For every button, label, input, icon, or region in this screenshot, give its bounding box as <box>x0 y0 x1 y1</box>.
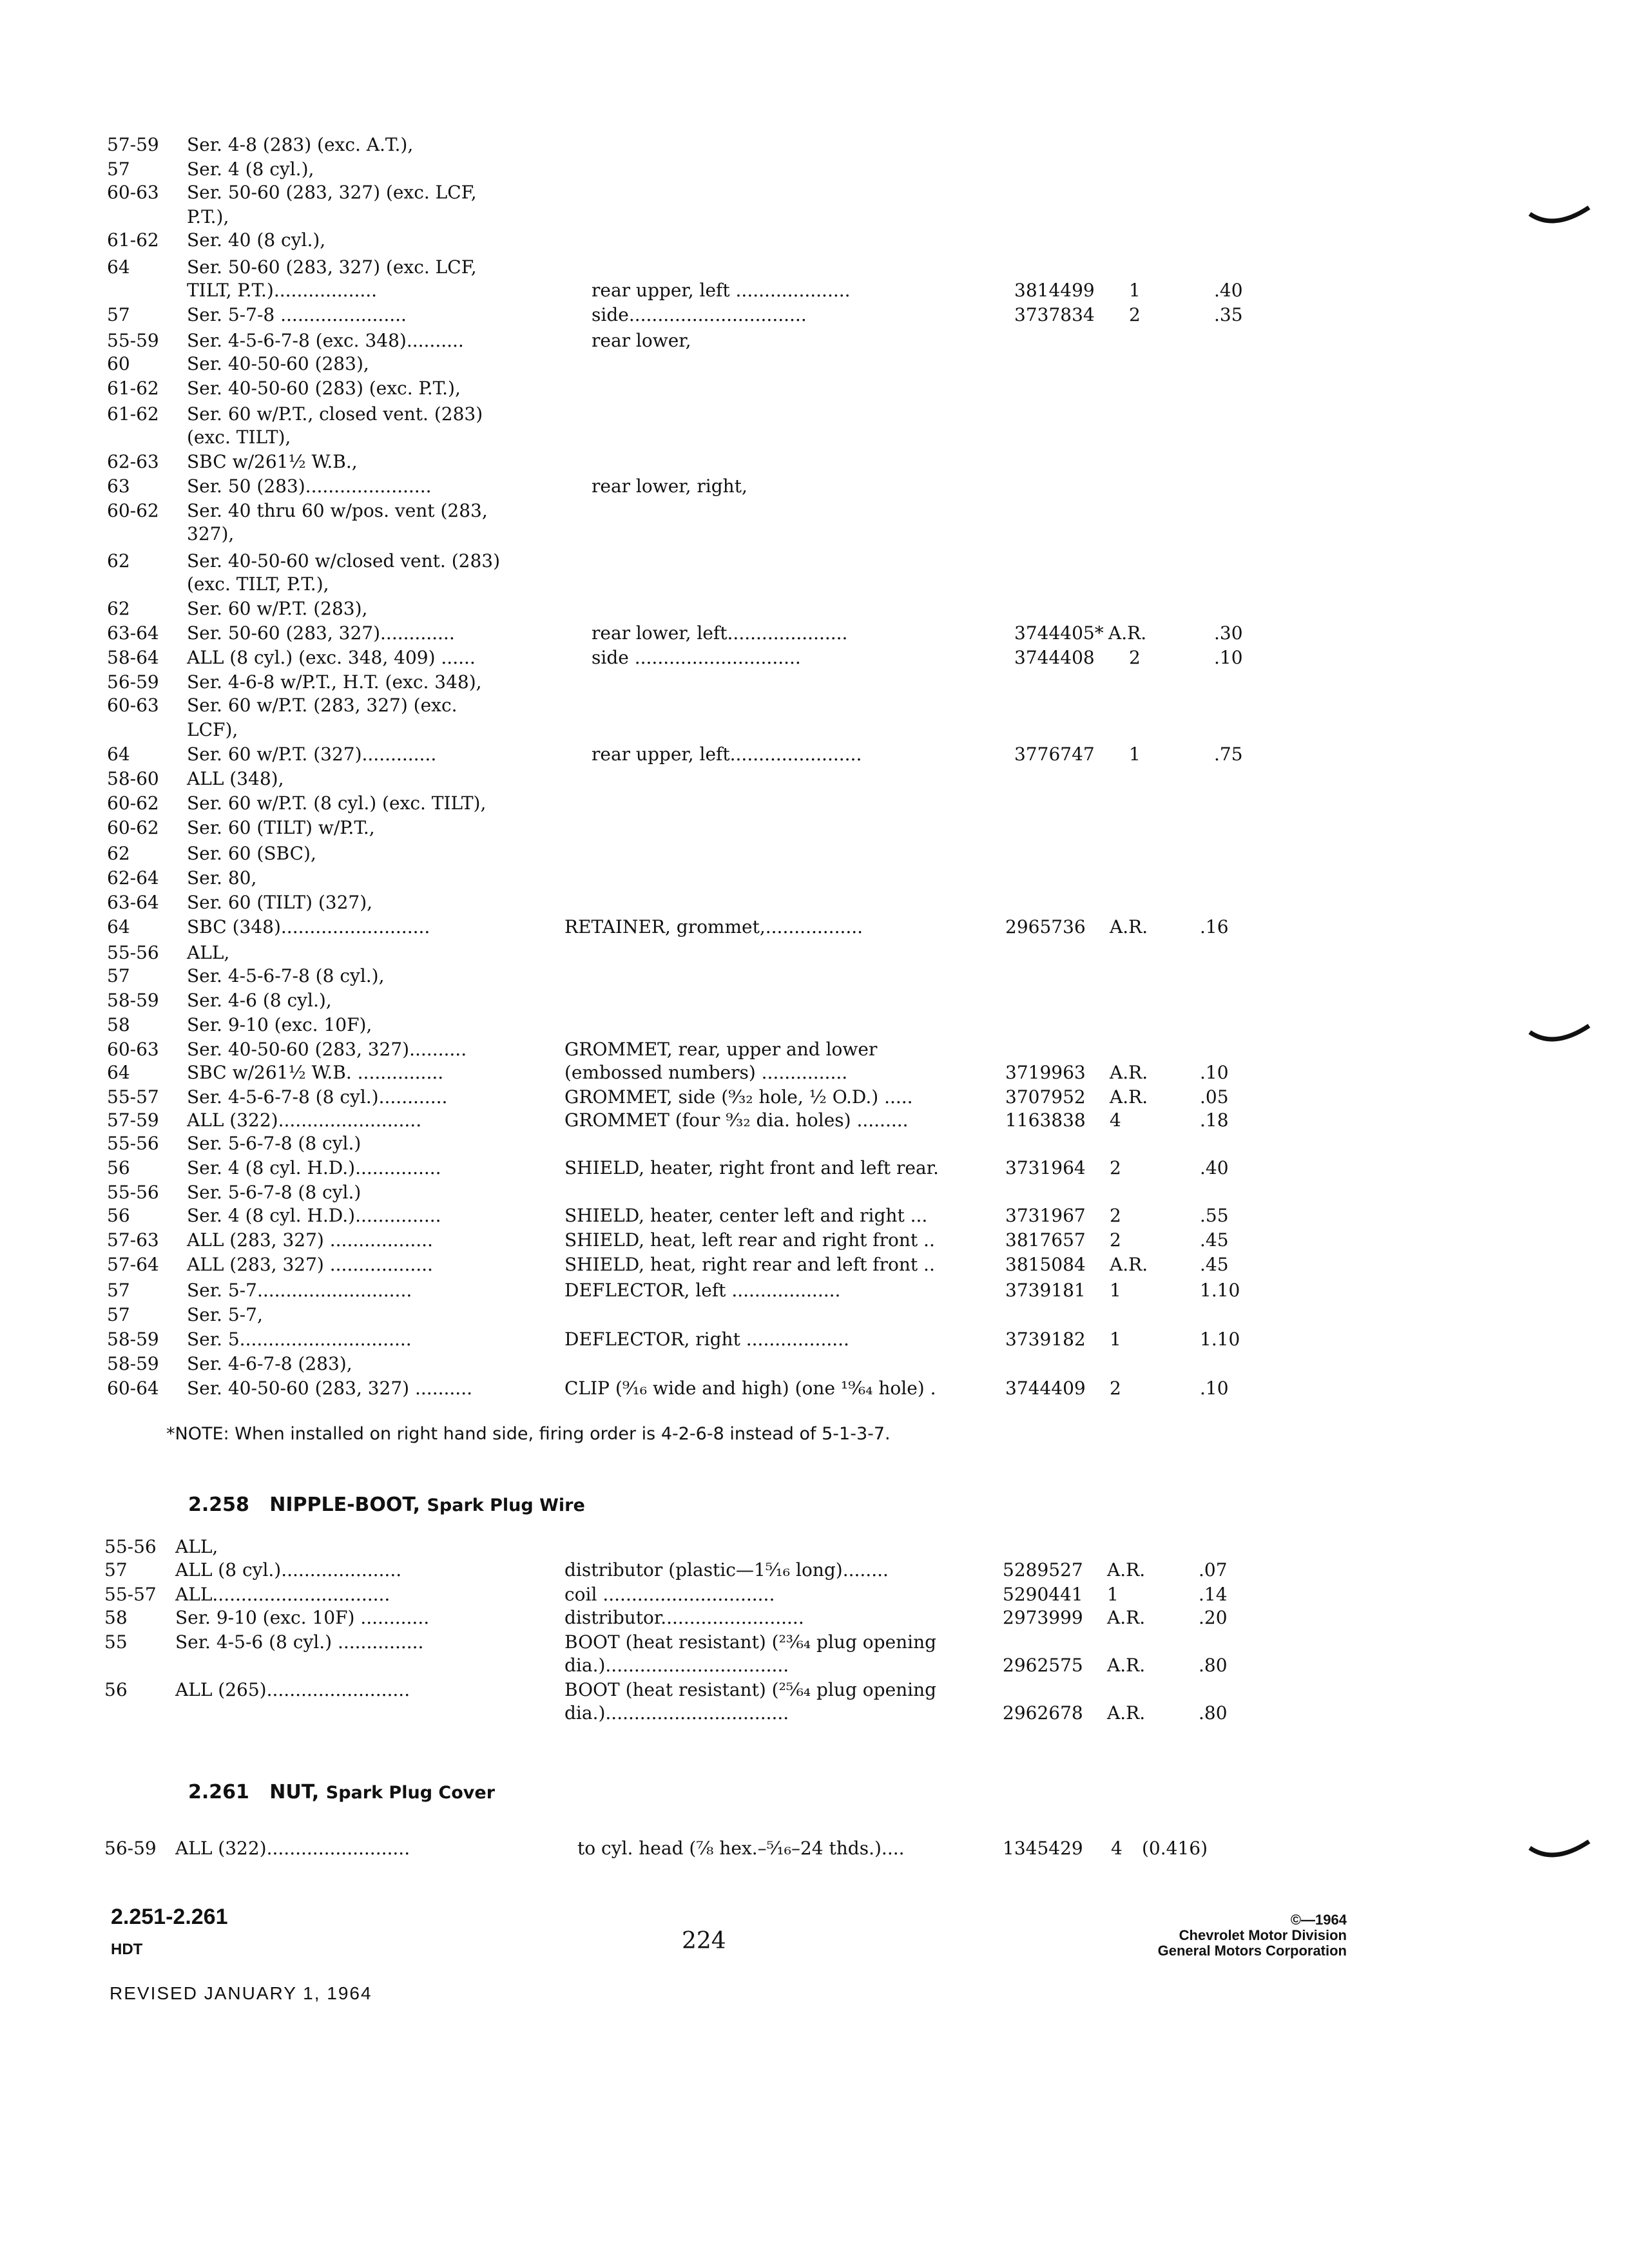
table-row <box>0 205 1629 229</box>
table-row <box>0 1376 1629 1401</box>
application-cell: Ser. 4-5-6-7-8 (8 cyl.), <box>187 965 385 986</box>
application-cell: ALL (8 cyl.) (exc. 348, 409) ...... <box>187 647 476 668</box>
description-cell: side ............................. <box>592 647 801 668</box>
quantity-cell: 1 <box>1129 280 1141 301</box>
part-number-cell: 3814499 <box>1014 280 1095 301</box>
part-number-cell: 2973999 <box>1003 1607 1083 1628</box>
price-cell: .40 <box>1214 280 1243 301</box>
application-cell: Ser. 50-60 (283, 327)............. <box>187 622 455 644</box>
division-name: Chevrolet Motor Division <box>1179 1927 1347 1943</box>
part-number-cell: 3744408 <box>1014 647 1095 668</box>
table-row <box>0 915 1629 939</box>
section-number: 2.261 <box>188 1781 249 1803</box>
application-cell: Ser. 50-60 (283, 327) (exc. LCF, <box>187 182 477 203</box>
table-row <box>0 303 1629 327</box>
table-row <box>0 964 1629 988</box>
year-cell: 56-59 <box>104 1838 157 1859</box>
quantity-cell: 2 <box>1110 1378 1121 1399</box>
description-cell: rear lower, <box>592 330 691 351</box>
year-cell: 56 <box>107 1205 130 1226</box>
part-number-cell: 1163838 <box>1005 1110 1086 1131</box>
section-heading-2-261 <box>188 1781 495 1803</box>
table-row <box>0 621 1629 646</box>
year-cell: 62-64 <box>107 867 159 889</box>
price-cell: 1.10 <box>1200 1280 1240 1301</box>
section-subtitle: Spark Plug Wire <box>427 1495 585 1515</box>
price-cell: .80 <box>1199 1702 1228 1724</box>
application-cell: ALL (265)......................... <box>175 1679 410 1700</box>
year-cell: 56-59 <box>107 671 159 693</box>
table-row <box>0 1558 1629 1582</box>
price-cell: .14 <box>1199 1584 1228 1605</box>
quantity-cell: A.R. <box>1107 1559 1146 1581</box>
year-cell: 63 <box>107 476 130 497</box>
application-cell: SBC w/261½ W.B., <box>187 451 358 472</box>
table-row <box>0 1678 1629 1702</box>
price-cell: .10 <box>1200 1062 1229 1083</box>
year-cell: 61-62 <box>107 229 159 251</box>
table-row <box>0 1108 1629 1133</box>
description-cell: dia.)................................ <box>564 1655 789 1676</box>
part-number-cell: 3719963 <box>1005 1062 1086 1083</box>
table-row <box>0 1535 1629 1559</box>
application-cell: Ser. 4-5-6 (8 cyl.) ............... <box>175 1631 424 1653</box>
year-cell: 57 <box>107 965 130 986</box>
part-number-cell: 2965736 <box>1005 916 1086 937</box>
table-row <box>0 670 1629 695</box>
publisher-block <box>1158 1912 1347 1959</box>
year-cell: 57-64 <box>107 1254 159 1275</box>
year-cell: 55 <box>104 1631 128 1653</box>
application-cell: ALL (348), <box>187 768 284 789</box>
quantity-cell: 4 <box>1111 1838 1123 1859</box>
section-title: NUT, <box>269 1781 320 1803</box>
table-row <box>0 133 1629 157</box>
application-cell: Ser. 9-10 (exc. 10F) ............ <box>175 1607 430 1628</box>
application-cell: Ser. 5-7, <box>187 1304 263 1325</box>
application-cell: Ser. 4-8 (283) (exc. A.T.), <box>187 134 414 155</box>
year-cell: 64 <box>107 916 130 937</box>
quantity-cell: A.R. <box>1107 1607 1146 1628</box>
application-cell: SBC w/261½ W.B. ............... <box>187 1062 444 1083</box>
price-cell: .10 <box>1200 1378 1229 1399</box>
table-row <box>0 1204 1629 1228</box>
application-cell: (exc. TILT), <box>187 427 291 448</box>
price-cell: .80 <box>1199 1655 1228 1676</box>
table-row <box>0 1653 1629 1678</box>
application-cell: Ser. 40-50-60 (283) (exc. P.T.), <box>187 378 461 399</box>
quantity-cell: 1 <box>1110 1280 1121 1301</box>
quantity-cell: 1 <box>1129 744 1141 765</box>
description-cell: DEFLECTOR, left ................... <box>564 1280 841 1301</box>
description-cell: GROMMET, side (⁹⁄₃₂ hole, ½ O.D.) ..... <box>564 1086 913 1108</box>
year-cell: 57-59 <box>107 134 159 155</box>
application-cell: ALL............................... <box>175 1584 390 1605</box>
year-cell: 60-62 <box>107 793 159 814</box>
table-row <box>0 1131 1629 1156</box>
year-cell: 57 <box>104 1559 128 1581</box>
year-cell: 58 <box>107 1014 130 1035</box>
year-cell: 55-57 <box>104 1584 157 1605</box>
part-number-cell: 5289527 <box>1003 1559 1083 1581</box>
year-cell: 58-60 <box>107 768 159 789</box>
year-cell: 62-63 <box>107 451 159 472</box>
table-row <box>0 329 1629 353</box>
table-row <box>0 450 1629 474</box>
table-row <box>0 522 1629 546</box>
application-cell: Ser. 60 w/P.T. (283, 327) (exc. <box>187 695 458 716</box>
year-cell: 60-62 <box>107 817 159 838</box>
price-cell: .40 <box>1200 1157 1229 1178</box>
part-number-cell: 3737834 <box>1014 304 1095 325</box>
year-cell: 58-59 <box>107 990 159 1011</box>
table-row <box>0 1037 1629 1062</box>
year-cell: 55-56 <box>104 1536 157 1557</box>
description-cell: dia.)................................ <box>564 1702 789 1724</box>
year-cell: 60-64 <box>107 1378 159 1399</box>
description-cell: SHIELD, heater, right front and left rear. <box>564 1157 939 1178</box>
table-row <box>0 718 1629 742</box>
year-cell: 57 <box>107 1280 130 1301</box>
quantity-cell: A.R. <box>1110 916 1148 937</box>
price-cell: .10 <box>1214 647 1243 668</box>
binder-mark-icon <box>1528 205 1590 231</box>
year-cell: 62 <box>107 843 130 864</box>
application-cell: Ser. 50 (283)...................... <box>187 476 432 497</box>
table-row <box>0 402 1629 427</box>
description-cell: GROMMET (four ⁹⁄₃₂ dia. holes) ......... <box>564 1110 909 1131</box>
year-cell: 62 <box>107 598 130 619</box>
year-cell: 58 <box>104 1607 128 1628</box>
year-cell: 63-64 <box>107 892 159 913</box>
application-cell: Ser. 60 (TILT) (327), <box>187 892 373 913</box>
year-cell: 64 <box>107 1062 130 1083</box>
application-cell: ALL (322)......................... <box>175 1838 410 1859</box>
quantity-cell: 1 <box>1107 1584 1119 1605</box>
table-row <box>0 1701 1629 1725</box>
application-cell: Ser. 4 (8 cyl. H.D.)............... <box>187 1157 441 1178</box>
table-row <box>0 1582 1629 1607</box>
application-cell: Ser. 4-6-8 w/P.T., H.T. (exc. 348), <box>187 671 482 693</box>
application-cell: ALL (283, 327) .................. <box>187 1229 433 1251</box>
table-row <box>0 890 1629 915</box>
year-cell: 60-62 <box>107 500 159 521</box>
quantity-cell: 4 <box>1110 1110 1121 1131</box>
year-cell: 63-64 <box>107 622 159 644</box>
table-row <box>0 1327 1629 1352</box>
year-cell: 62 <box>107 550 130 572</box>
description-cell: distributor......................... <box>564 1607 804 1628</box>
table-row <box>0 157 1629 182</box>
price-cell: .20 <box>1199 1607 1228 1628</box>
description-cell: SHIELD, heater, center left and right ... <box>564 1205 928 1226</box>
table-row <box>0 352 1629 376</box>
application-cell: Ser. 60 w/P.T., closed vent. (283) <box>187 403 483 425</box>
application-cell: Ser. 4 (8 cyl.), <box>187 159 314 180</box>
price-cell: .18 <box>1200 1110 1229 1131</box>
table-row <box>0 1352 1629 1376</box>
year-cell: 55-56 <box>107 942 159 963</box>
year-cell: 57 <box>107 1304 130 1325</box>
part-number-cell: 1345429 <box>1003 1838 1083 1859</box>
application-cell: Ser. 60 w/P.T. (283), <box>187 598 368 619</box>
part-number-cell: 2962678 <box>1003 1702 1083 1724</box>
part-number-cell: 3731964 <box>1005 1157 1086 1178</box>
application-cell: ALL (322)......................... <box>187 1110 422 1131</box>
application-cell: Ser. 60 (TILT) w/P.T., <box>187 817 375 838</box>
table-row <box>0 767 1629 791</box>
application-cell: ALL (8 cyl.)..................... <box>175 1559 402 1581</box>
quantity-cell: 1 <box>1110 1329 1121 1350</box>
quantity-cell: 2 <box>1110 1229 1121 1251</box>
section-number: 2.258 <box>188 1494 249 1516</box>
price-cell: (0.416) <box>1142 1838 1208 1859</box>
description-cell: SHIELD, heat, right rear and left front .. <box>564 1254 935 1275</box>
table-row <box>0 572 1629 597</box>
application-cell: Ser. 4 (8 cyl. H.D.)............... <box>187 1205 441 1226</box>
table-row <box>0 1606 1629 1630</box>
application-cell: (exc. TILT, P.T.), <box>187 573 329 595</box>
year-cell: 57 <box>107 159 130 180</box>
quantity-cell: A.R. <box>1107 1702 1146 1724</box>
copyright: ©—1964 <box>1290 1912 1347 1928</box>
year-cell: 60 <box>107 353 130 374</box>
description-cell: rear upper, left .................... <box>592 280 851 301</box>
quantity-cell: 2 <box>1129 647 1141 668</box>
application-cell: Ser. 5-6-7-8 (8 cyl.) <box>187 1182 361 1203</box>
corporation-name: General Motors Corporation <box>1157 1943 1347 1959</box>
application-cell: ALL, <box>175 1536 218 1557</box>
year-cell: 57-63 <box>107 1229 159 1251</box>
table-row <box>0 791 1629 816</box>
section-subtitle: Spark Plug Cover <box>325 1783 496 1803</box>
table-row <box>0 693 1629 718</box>
table-row <box>0 255 1629 280</box>
table-row <box>0 425 1629 450</box>
firing-order-note: *NOTE: When installed on right hand side, firing order is 4-2-6-8 instead of 5-1-3-7. <box>166 1424 891 1444</box>
year-cell: 56 <box>104 1679 128 1700</box>
table-row <box>0 646 1629 670</box>
application-cell: Ser. 40-50-60 (283), <box>187 353 369 374</box>
application-cell: Ser. 4-5-6-7-8 (8 cyl.)............ <box>187 1086 448 1108</box>
part-number-cell: 3817657 <box>1005 1229 1086 1251</box>
description-cell: side............................... <box>592 304 807 325</box>
application-cell: Ser. 4-6-7-8 (283), <box>187 1353 352 1374</box>
table-row <box>0 228 1629 253</box>
quantity-cell: A.R. <box>1110 1062 1148 1083</box>
quantity-cell: 2 <box>1110 1157 1121 1178</box>
part-number-cell: 3707952 <box>1005 1086 1086 1108</box>
application-cell: Ser. 40-50-60 w/closed vent. (283) <box>187 550 500 572</box>
application-cell: Ser. 40-50-60 (283, 327) .......... <box>187 1378 473 1399</box>
quantity-cell: A.R. <box>1108 622 1147 644</box>
section-heading-2-258 <box>188 1494 585 1516</box>
page-number: 224 <box>682 1928 726 1954</box>
year-cell: 57 <box>107 304 130 325</box>
description-cell: to cyl. head (⅞ hex.–⁵⁄₁₆–24 thds.).... <box>577 1838 905 1859</box>
year-cell: 58-59 <box>107 1353 159 1374</box>
price-cell: .75 <box>1214 744 1243 765</box>
application-cell: Ser. 5-7-8 ...................... <box>187 304 407 325</box>
description-cell: coil .............................. <box>564 1584 775 1605</box>
year-cell: 56 <box>107 1157 130 1178</box>
part-number-cell: 3744405* <box>1014 622 1104 644</box>
table-row <box>0 180 1629 205</box>
revision-date: REVISED JANUARY 1, 1964 <box>110 1983 372 2003</box>
part-number-cell: 3731967 <box>1005 1205 1086 1226</box>
year-cell: 60-63 <box>107 1039 159 1060</box>
quantity-cell: 2 <box>1129 304 1141 325</box>
quantity-cell: A.R. <box>1110 1086 1148 1108</box>
table-row <box>0 1013 1629 1037</box>
year-cell: 61-62 <box>107 378 159 399</box>
table-row <box>0 941 1629 965</box>
table-row <box>0 1253 1629 1277</box>
description-cell: DEFLECTOR, right .................. <box>564 1329 849 1350</box>
year-cell: 64 <box>107 744 130 765</box>
description-cell: RETAINER, grommet,................. <box>564 916 863 937</box>
table-row <box>0 1180 1629 1205</box>
description-cell: (embossed numbers) ............... <box>564 1062 848 1083</box>
table-row <box>0 816 1629 840</box>
description-cell: rear lower, left..................... <box>592 622 848 644</box>
table-row <box>0 866 1629 890</box>
table-row <box>0 1630 1629 1655</box>
price-cell: .45 <box>1200 1229 1229 1251</box>
section-range: 2.251-2.261 <box>111 1905 228 1929</box>
application-cell: ALL (283, 327) .................. <box>187 1254 433 1275</box>
year-cell: 58-64 <box>107 647 159 668</box>
table-row <box>0 1156 1629 1180</box>
section-code: HDT <box>111 1941 143 1958</box>
part-number-cell: 3776747 <box>1014 744 1095 765</box>
table-row <box>0 742 1629 767</box>
application-cell: Ser. 5-7........................... <box>187 1280 412 1301</box>
year-cell: 57-59 <box>107 1110 159 1131</box>
application-cell: Ser. 9-10 (exc. 10F), <box>187 1014 372 1035</box>
table-row <box>0 841 1629 866</box>
price-cell: .55 <box>1200 1205 1229 1226</box>
price-cell: .35 <box>1214 304 1243 325</box>
table-row <box>0 1061 1629 1085</box>
application-cell: Ser. 5-6-7-8 (8 cyl.) <box>187 1133 361 1154</box>
binder-mark-icon <box>1528 1023 1590 1049</box>
table-row <box>0 549 1629 573</box>
description-cell: BOOT (heat resistant) (²³⁄₆₄ plug opening <box>564 1631 937 1653</box>
table-row <box>0 1085 1629 1110</box>
quantity-cell: A.R. <box>1107 1655 1146 1676</box>
application-cell: Ser. 4-6 (8 cyl.), <box>187 990 332 1011</box>
table-row <box>0 1278 1629 1303</box>
price-cell: .16 <box>1200 916 1229 937</box>
application-cell: Ser. 60 w/P.T. (8 cyl.) (exc. TILT), <box>187 793 487 814</box>
price-cell: .30 <box>1214 622 1243 644</box>
application-cell: Ser. 5.............................. <box>187 1329 412 1350</box>
application-cell: P.T.), <box>187 206 229 227</box>
part-number-cell: 3815084 <box>1005 1254 1086 1275</box>
year-cell: 60-63 <box>107 182 159 203</box>
table-row <box>0 499 1629 523</box>
application-cell: Ser. 4-5-6-7-8 (exc. 348).......... <box>187 330 464 351</box>
year-cell: 61-62 <box>107 403 159 425</box>
application-cell: 327), <box>187 523 235 544</box>
application-cell: Ser. 40 thru 60 w/pos. vent (283, <box>187 500 488 521</box>
quantity-cell: A.R. <box>1110 1254 1148 1275</box>
application-cell: TILT, P.T.).................. <box>187 280 378 301</box>
description-cell: rear lower, right, <box>592 476 747 497</box>
application-cell: Ser. 40-50-60 (283, 327).......... <box>187 1039 467 1060</box>
description-cell: distributor (plastic—1⁵⁄₁₆ long)........ <box>564 1559 889 1581</box>
part-number-cell: 2962575 <box>1003 1655 1083 1676</box>
price-cell: .45 <box>1200 1254 1229 1275</box>
year-cell: 55-56 <box>107 1182 159 1203</box>
description-cell: CLIP (⁹⁄₁₆ wide and high) (one ¹⁹⁄₆₄ hole) . <box>564 1378 936 1399</box>
year-cell: 55-56 <box>107 1133 159 1154</box>
table-row <box>0 474 1629 499</box>
application-cell: Ser. 40 (8 cyl.), <box>187 229 326 251</box>
price-cell: .05 <box>1200 1086 1229 1108</box>
table-row <box>0 1836 1629 1861</box>
description-cell: BOOT (heat resistant) (²⁵⁄₆₄ plug opening <box>564 1679 937 1700</box>
table-row <box>0 376 1629 401</box>
application-cell: Ser. 50-60 (283, 327) (exc. LCF, <box>187 256 477 278</box>
year-cell: 60-63 <box>107 695 159 716</box>
part-number-cell: 3744409 <box>1005 1378 1086 1399</box>
price-cell: 1.10 <box>1200 1329 1240 1350</box>
binder-mark-icon <box>1528 1839 1590 1865</box>
quantity-cell: 2 <box>1110 1205 1121 1226</box>
part-number-cell: 3739182 <box>1005 1329 1086 1350</box>
part-number-cell: 3739181 <box>1005 1280 1086 1301</box>
table-row <box>0 1228 1629 1253</box>
year-cell: 64 <box>107 256 130 278</box>
table-row <box>0 597 1629 621</box>
table-row <box>0 1303 1629 1327</box>
description-cell: rear upper, left....................... <box>592 744 862 765</box>
year-cell: 55-59 <box>107 330 159 351</box>
application-cell: LCF), <box>187 719 238 740</box>
price-cell: .07 <box>1199 1559 1228 1581</box>
description-cell: GROMMET, rear, upper and lower <box>564 1039 878 1060</box>
application-cell: Ser. 60 w/P.T. (327)............. <box>187 744 437 765</box>
application-cell: Ser. 60 (SBC), <box>187 843 316 864</box>
year-cell: 58-59 <box>107 1329 159 1350</box>
table-row <box>0 278 1629 303</box>
application-cell: ALL, <box>187 942 230 963</box>
table-row <box>0 988 1629 1013</box>
year-cell: 55-57 <box>107 1086 159 1108</box>
section-title: NIPPLE-BOOT, <box>269 1494 421 1516</box>
description-cell: SHIELD, heat, left rear and right front .. <box>564 1229 935 1251</box>
part-number-cell: 5290441 <box>1003 1584 1083 1605</box>
application-cell: Ser. 80, <box>187 867 257 889</box>
application-cell: SBC (348).......................... <box>187 916 430 937</box>
